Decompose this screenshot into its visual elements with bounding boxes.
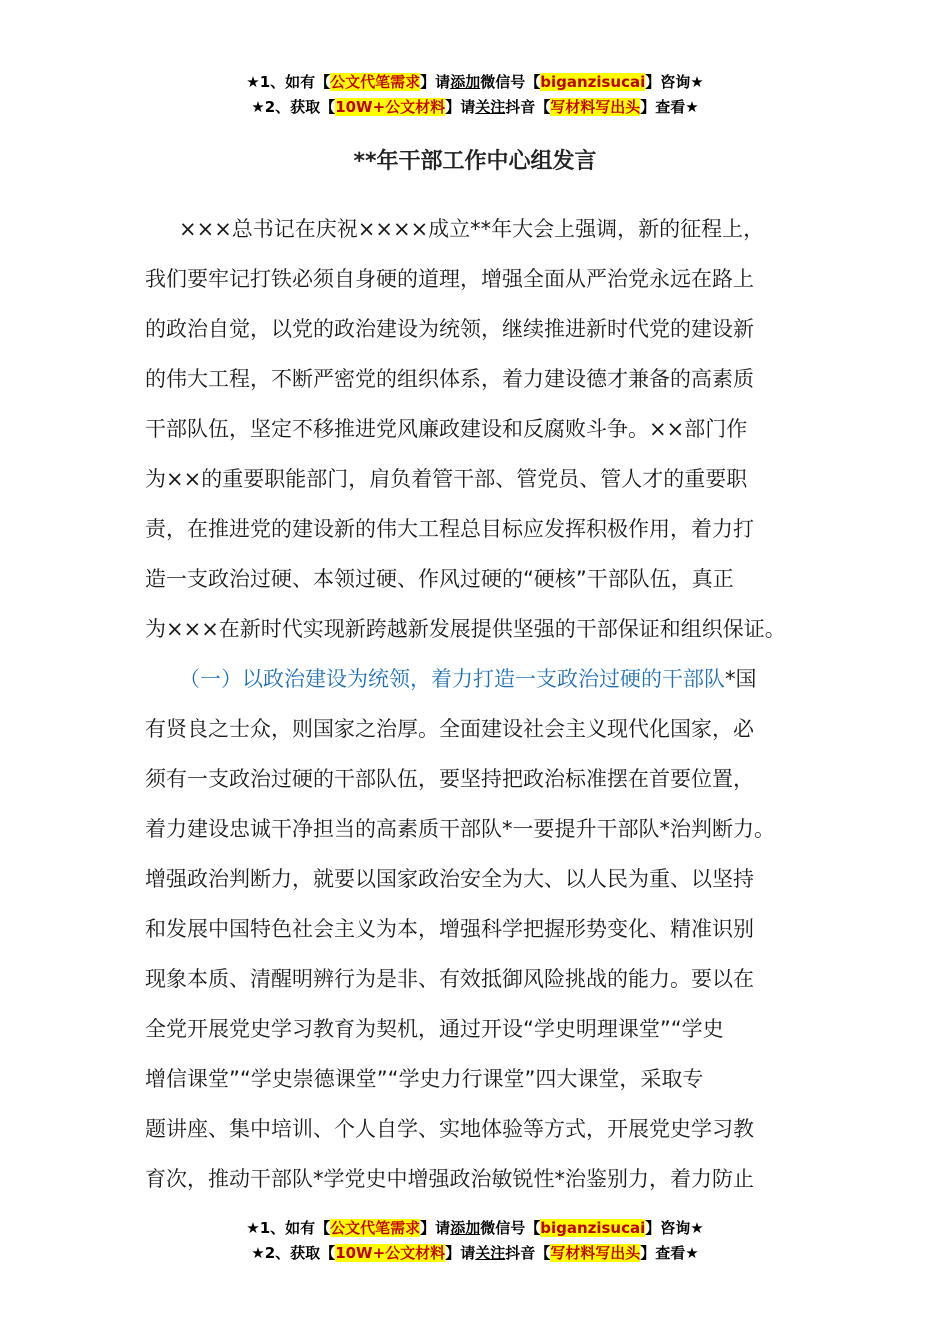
banner-text: 】请 <box>420 1219 451 1237</box>
banner-line-1 <box>0 1216 950 1241</box>
banner-text: 】查看★ <box>640 1244 699 1262</box>
banner-line-2 <box>0 1241 950 1266</box>
banner-text: 】请 <box>445 1244 476 1262</box>
banner-highlight: biganzisucai <box>540 73 646 91</box>
banner-text: 】请 <box>420 73 451 91</box>
body-line: 现象本质、清醒明辨行为是非、有效抵御风险挑战的能力。要以在 <box>145 967 754 991</box>
body-line: 我们要牢记打铁必须自身硬的道理，增强全面从严治党永远在路上 <box>145 267 754 291</box>
body-line: 题讲座、集中培训、个人自学、实地体验等方式，开展党史学习教 <box>145 1117 754 1141</box>
banner-highlight: 公文代笔需求 <box>330 1219 421 1237</box>
banner-line-1 <box>0 70 950 95</box>
body-line: 为×××在新时代实现新跨越新发展提供坚强的干部保证和组织保证。 <box>145 617 786 641</box>
banner-line-2 <box>0 95 950 120</box>
banner-text: ★2、获取【 <box>251 98 336 116</box>
body-line: 干部队伍，坚定不移推进党风廉政建设和反腐败斗争。××部门作 <box>145 417 748 441</box>
body-line: 增信课堂”“学史崇德课堂”“学史力行课堂”四大课堂，采取专 <box>145 1067 704 1091</box>
banner-highlight: 写材料写出头 <box>550 98 641 116</box>
body-line: 着力建设忠诚干净担当的高素质干部队*一要提升干部队*治判断力。 <box>145 817 775 841</box>
section-heading: （一）以政治建设为统领，着力打造一支政治过硬的干部队 <box>179 667 725 691</box>
banner-highlight: 10W+公文材料 <box>335 1244 446 1262</box>
banner-highlight: biganzisucai <box>540 1219 646 1237</box>
banner-text: 】咨询★ <box>645 1219 704 1237</box>
banner-text: 微信号【 <box>480 1219 541 1237</box>
banner-text: 】请 <box>445 98 476 116</box>
header-banner <box>0 70 950 120</box>
banner-text: 抖音【 <box>505 1244 551 1262</box>
body-line: 的伟大工程，不断严密党的组织体系，着力建设德才兼备的高素质 <box>145 367 754 391</box>
banner-text: 抖音【 <box>505 98 551 116</box>
body-line: 造一支政治过硬、本领过硬、作风过硬的“硬核”干部队伍，真正 <box>145 567 734 591</box>
banner-underline: 添加 <box>450 1219 481 1237</box>
body-line: ×××总书记在庆祝××××成立**年大会上强调，新的征程上， <box>179 217 765 241</box>
body-line: 有贤良之士众，则国家之治厚。全面建设社会主义现代化国家，必 <box>145 717 754 741</box>
body-line: 育次，推动干部队*学党史中增强政治敏锐性*治鉴别力，着力防止 <box>145 1167 754 1191</box>
body-line: 的政治自觉，以党的政治建设为统领，继续推进新时代党的建设新 <box>145 317 754 341</box>
body-line: 全党开展党史学习教育为契机，通过开设“学史明理课堂”“学史 <box>145 1017 724 1041</box>
banner-text: ★1、如有【 <box>246 73 331 91</box>
banner-underline: 关注 <box>475 98 506 116</box>
section-heading-line <box>145 654 825 704</box>
banner-highlight: 10W+公文材料 <box>335 98 446 116</box>
heading-continuation: *国 <box>725 667 757 691</box>
footer-banner <box>0 1216 950 1266</box>
banner-highlight: 写材料写出头 <box>550 1244 641 1262</box>
body-line: 增强政治判断力，就要以国家政治安全为大、以人民为重、以坚持 <box>145 867 754 891</box>
body-line: 须有一支政治过硬的干部队伍，要坚持把政治标准摆在首要位置， <box>145 767 754 791</box>
document-title: **年干部工作中心组发言 <box>353 149 597 174</box>
banner-highlight: 公文代笔需求 <box>330 73 421 91</box>
body-line: 和发展中国特色社会主义为本，增强科学把握形势变化、精准识别 <box>145 917 754 941</box>
banner-text: ★2、获取【 <box>251 1244 336 1262</box>
banner-text: 】咨询★ <box>645 73 704 91</box>
document-body <box>145 204 825 1204</box>
banner-text: 微信号【 <box>480 73 541 91</box>
body-line: 为××的重要职能部门，肩负着管干部、管党员、管人才的重要职 <box>145 467 748 491</box>
banner-underline: 关注 <box>475 1244 506 1262</box>
banner-underline: 添加 <box>450 73 481 91</box>
banner-text: 】查看★ <box>640 98 699 116</box>
banner-text: ★1、如有【 <box>246 1219 331 1237</box>
body-line: 责，在推进党的建设新的伟大工程总目标应发挥积极作用，着力打 <box>145 517 754 541</box>
